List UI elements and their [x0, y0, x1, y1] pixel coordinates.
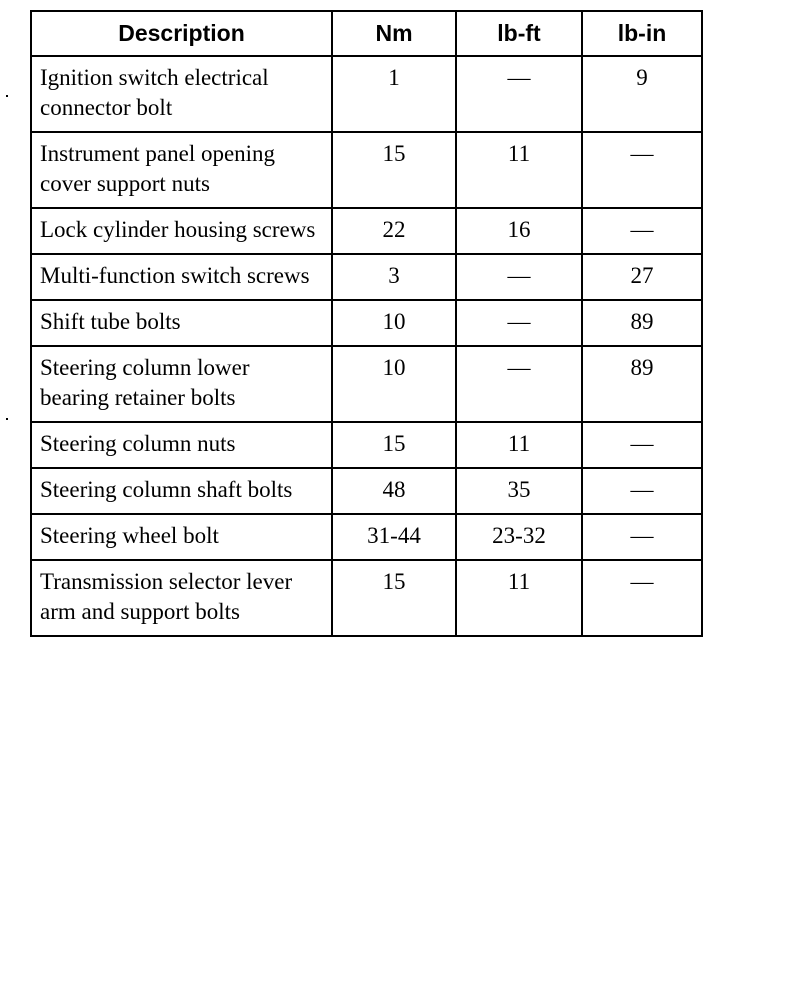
- cell-description: Steering wheel bolt: [31, 514, 332, 560]
- cell-lb-ft: —: [456, 254, 582, 300]
- table-row: [31, 208, 702, 254]
- cell-lb-ft: —: [456, 346, 582, 422]
- cell-description: Shift tube bolts: [31, 300, 332, 346]
- scan-speck: [6, 418, 8, 420]
- cell-lb-in: —: [582, 560, 702, 636]
- cell-lb-ft: 11: [456, 132, 582, 208]
- cell-lb-ft: 16: [456, 208, 582, 254]
- cell-lb-ft: —: [456, 300, 582, 346]
- cell-lb-in: 89: [582, 300, 702, 346]
- cell-description: Ignition switch electrical connector bolt: [31, 56, 332, 132]
- cell-lb-ft: 11: [456, 560, 582, 636]
- cell-nm: 48: [332, 468, 456, 514]
- cell-nm: 10: [332, 346, 456, 422]
- cell-description: Steering column shaft bolts: [31, 468, 332, 514]
- table-row: [31, 468, 702, 514]
- column-header-nm: Nm: [332, 11, 456, 56]
- cell-nm: 3: [332, 254, 456, 300]
- table-row: [31, 346, 702, 422]
- cell-description: Instrument panel opening cover support nuts: [31, 132, 332, 208]
- cell-description: Multi-function switch screws: [31, 254, 332, 300]
- cell-lb-in: —: [582, 514, 702, 560]
- cell-description: Steering column lower bearing retainer bolts: [31, 346, 332, 422]
- cell-nm: 15: [332, 132, 456, 208]
- cell-description: Steering column nuts: [31, 422, 332, 468]
- cell-lb-ft: —: [456, 56, 582, 132]
- cell-description: Transmission selector lever arm and support bolts: [31, 560, 332, 636]
- cell-lb-in: —: [582, 208, 702, 254]
- cell-nm: 10: [332, 300, 456, 346]
- scan-speck: [6, 95, 8, 97]
- table-row: [31, 514, 702, 560]
- cell-lb-in: —: [582, 468, 702, 514]
- table-row: [31, 560, 702, 636]
- table-row: [31, 132, 702, 208]
- cell-lb-in: —: [582, 422, 702, 468]
- table-row: [31, 56, 702, 132]
- column-header-lb-ft: lb-ft: [456, 11, 582, 56]
- cell-description: Lock cylinder housing screws: [31, 208, 332, 254]
- cell-lb-in: —: [582, 132, 702, 208]
- column-header-description: Description: [31, 11, 332, 56]
- table-row: [31, 300, 702, 346]
- cell-lb-ft: 11: [456, 422, 582, 468]
- table-row: [31, 254, 702, 300]
- cell-lb-ft: 23-32: [456, 514, 582, 560]
- cell-nm: 1: [332, 56, 456, 132]
- cell-nm: 22: [332, 208, 456, 254]
- cell-lb-in: 9: [582, 56, 702, 132]
- cell-lb-in: 27: [582, 254, 702, 300]
- cell-lb-ft: 35: [456, 468, 582, 514]
- cell-nm: 15: [332, 422, 456, 468]
- cell-nm: 15: [332, 560, 456, 636]
- table-row: [31, 422, 702, 468]
- cell-lb-in: 89: [582, 346, 702, 422]
- cell-nm: 31-44: [332, 514, 456, 560]
- torque-spec-table: [30, 10, 703, 637]
- column-header-lb-in: lb-in: [582, 11, 702, 56]
- table-header-row: [31, 11, 702, 56]
